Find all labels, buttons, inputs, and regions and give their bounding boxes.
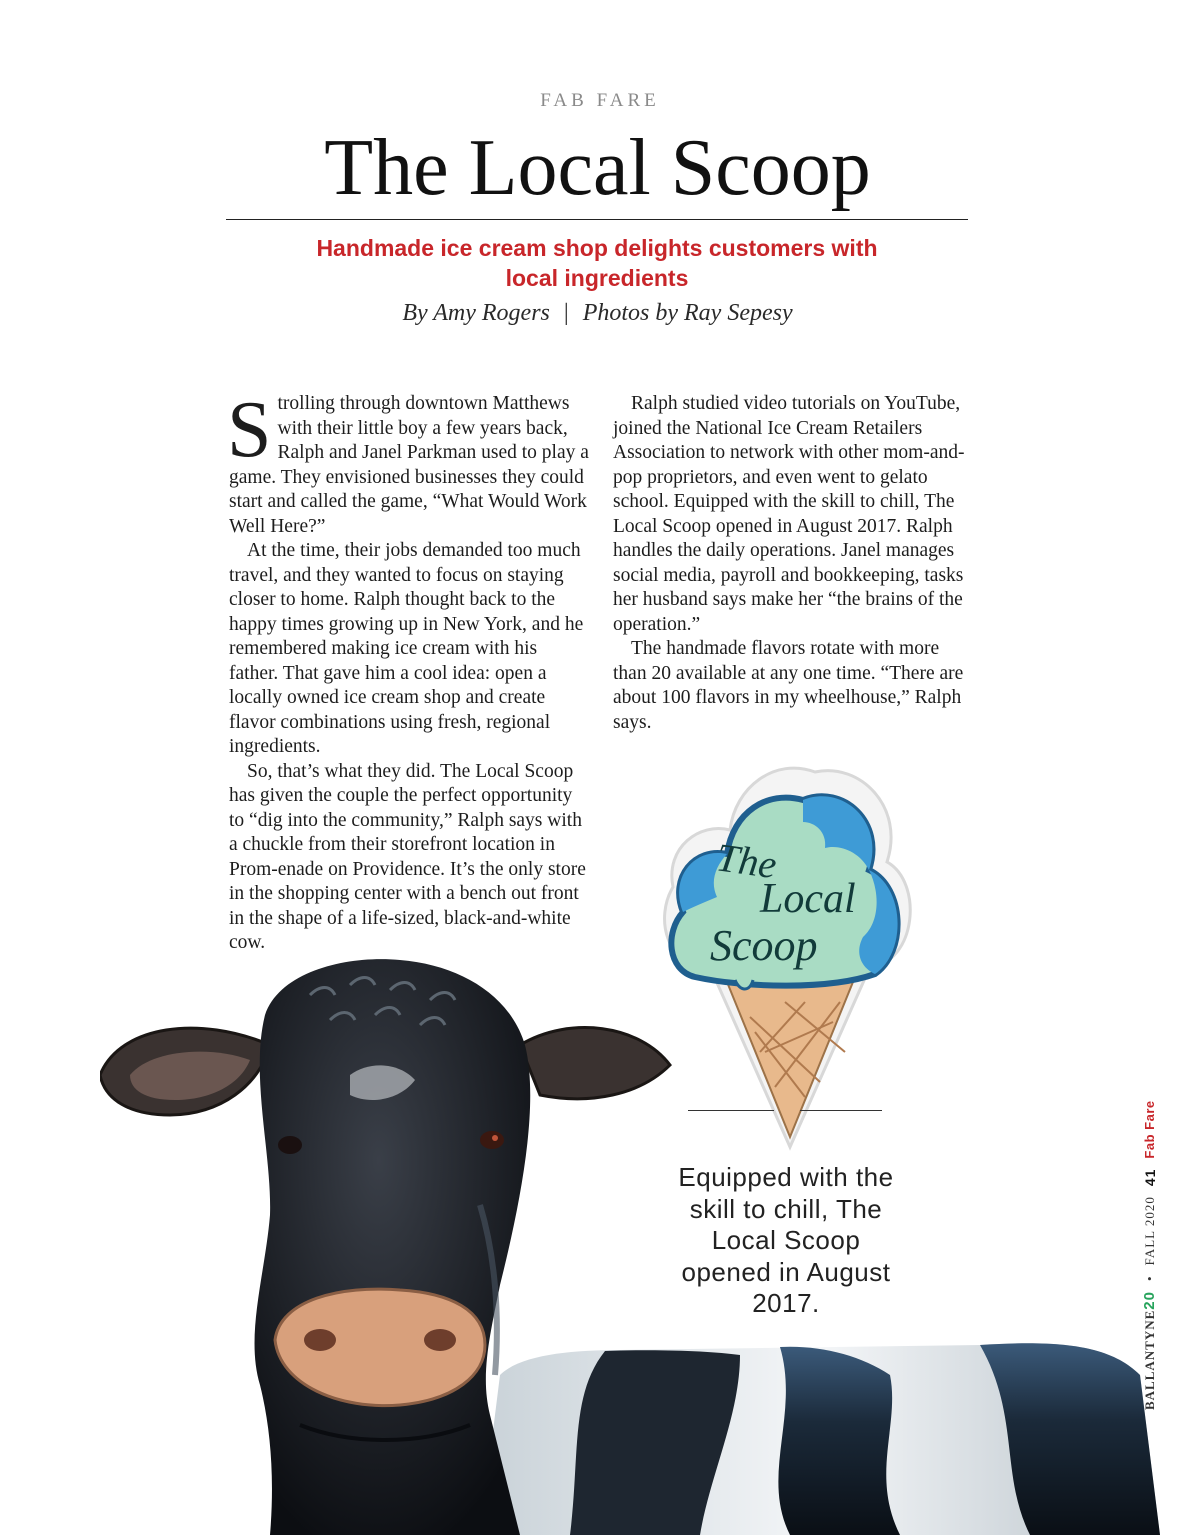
article-column-left	[227, 386, 589, 956]
page-folio	[1126, 1100, 1158, 1420]
article-paragraph: Ralph studied video tutorials on YouTube, joined the National Ice Cream Retailers Association to network with other mom-and-pop proprietors, and even went to gelato school. Equipped with the skill to chill, The Local Scoop opened in August 2017. Ralph handles the daily operations. Janel manages social media, payroll and bookkeeping, tasks her husband says make her “the brains of the operation.”	[613, 393, 965, 635]
article-dek: Handmade ice cream shop delights customers with local ingredients	[316, 235, 878, 291]
pull-quote: Equipped with the skill to chill, The Local Scoop opened in August 2017.	[678, 1162, 894, 1318]
article-paragraph	[227, 386, 589, 539]
article-paragraph: So, that’s what they did. The Local Scoop has given the couple the perfect opportunity to “dig into the community,” Ralph says with a chuckle from their storefront location in Prom-enade on Providence. It’s the only store in the shopping center with a bench out front in the shape of a life-sized, black-and-white cow.	[229, 760, 586, 953]
pullquote-rule-right	[800, 1110, 882, 1111]
drop-cap: S	[227, 386, 272, 474]
byline-author: By Amy Rogers	[402, 300, 550, 326]
byline-separator: |	[563, 300, 569, 326]
page-title: The Local Scoop	[324, 124, 871, 212]
logo-text-the: The	[713, 834, 780, 888]
section-kicker: FAB FARE	[540, 90, 660, 111]
title-rule	[226, 219, 968, 220]
logo-text-scoop: Scoop	[710, 921, 818, 970]
byline-photos: Photos by Ray Sepesy	[582, 300, 793, 326]
pullquote-rule-left	[688, 1110, 774, 1111]
cow-bench-photo	[100, 955, 1200, 1535]
folio-section: Fab Fare	[1142, 1100, 1157, 1159]
folio-publication-number: 20	[1141, 1291, 1158, 1310]
folio-publication: BALLANTYNE20	[1141, 1291, 1158, 1410]
logo-text-local: Local	[760, 876, 856, 922]
article-column-right	[613, 392, 975, 735]
folio-separator: •	[1141, 1275, 1157, 1282]
article-paragraph: At the time, their jobs demanded too much travel, and they wanted to focus on staying closer to home. Ralph thought back to the happy times growing up in New York, and he remembered making ice cream with his father. That gave him a cool idea: open a locally owned ice cream shop and create flavor combinations using fresh, regional ingredients.	[229, 540, 584, 757]
article-paragraph: The handmade flavors rotate with more than 20 available at any one time. “There are about 100 flavors in my wheelhouse,” Ralph says.	[613, 638, 964, 733]
folio-issue: FALL 2020	[1141, 1196, 1157, 1266]
paragraph-text: trolling through downtown Matthews with their little boy a few years back, Ralph and Janel Parkman used to play a game. They envisioned businesses they could start and called the game, “What Would Work Well Here?”	[229, 393, 589, 537]
page-number: 41	[1141, 1168, 1158, 1187]
byline	[0, 300, 1195, 327]
